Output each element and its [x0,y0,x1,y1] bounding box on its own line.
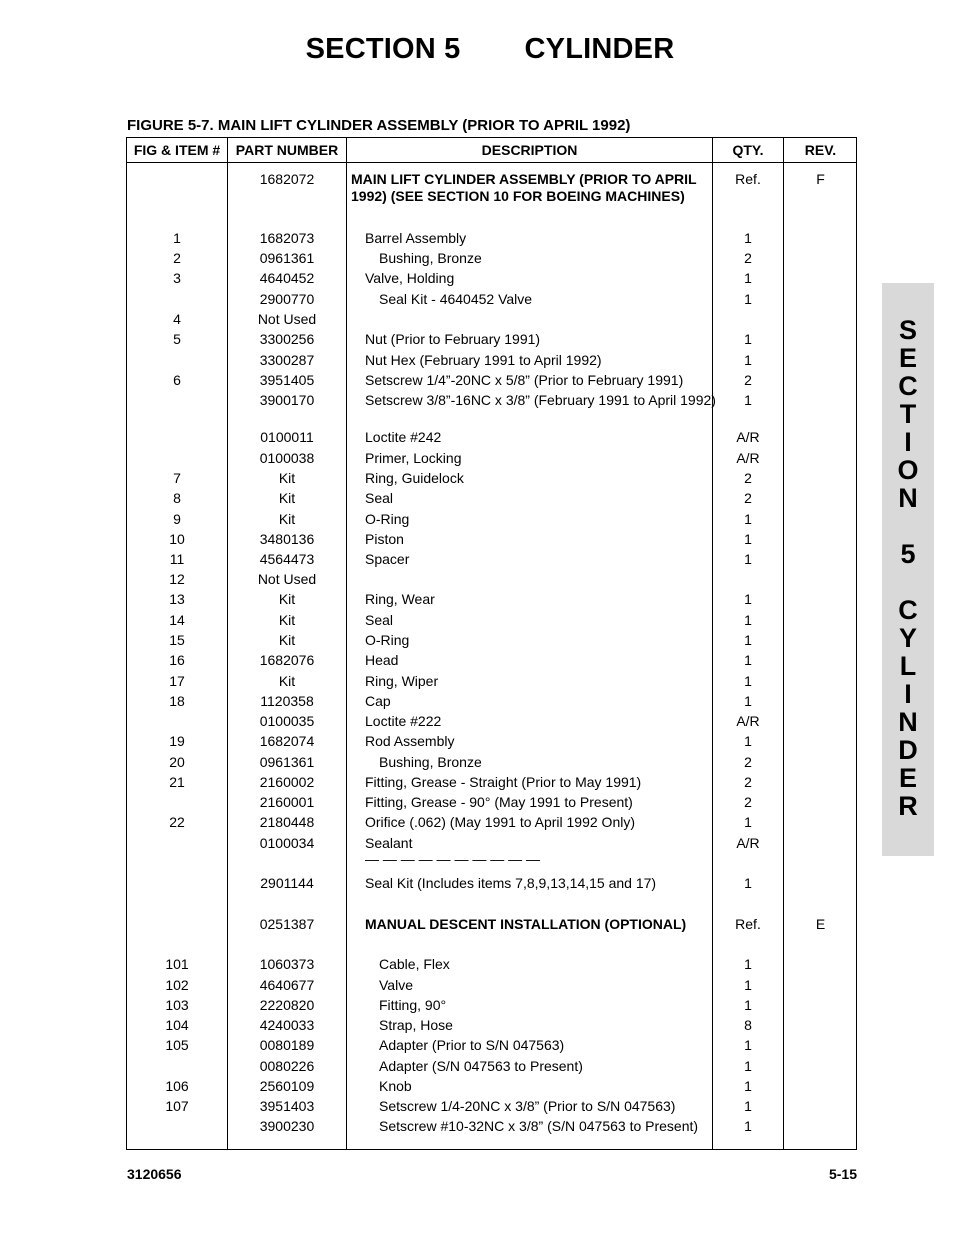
cell-part-number: Kit [278,470,296,486]
cell-part-number: Kit [278,632,296,648]
cell-part-number: 2180448 [259,814,315,830]
table-row [127,977,856,997]
table-row [127,814,856,834]
cell-fig: 11 [169,551,185,567]
cell-description: Spacer [365,551,410,567]
table-row [127,632,856,652]
cell-description: Seal Kit - 4640452 Valve [379,291,533,307]
table-row [127,774,856,794]
section-title: CYLINDER [524,33,675,65]
cell-part-number: 0100034 [259,835,315,851]
cell-qty: 1 [744,632,752,648]
cell-description: Strap, Hose [379,1017,453,1033]
cell-qty: 1 [744,1098,752,1114]
section-side-tab [882,283,934,856]
column-header-qty: QTY. [732,142,764,158]
table-row [127,531,856,551]
table-row [127,612,856,632]
table-row [127,490,856,510]
cell-fig: 106 [165,1078,189,1094]
cell-fig: 8 [173,490,181,506]
cell-part-number: 3900230 [259,1118,315,1134]
cell-description: Fitting, Grease - Straight (Prior to May 1991) [365,774,642,790]
cell-qty: Ref. [735,171,761,187]
cell-rev: E [815,916,826,932]
table-row [127,352,856,372]
cell-fig: 12 [169,571,185,587]
cell-part-number: 2160002 [259,774,315,790]
cell-fig: 17 [169,673,185,689]
table-row [127,851,856,871]
table-row [127,571,856,591]
cell-part-number: 0100038 [259,450,315,466]
cell-qty: 2 [744,470,752,486]
cell-fig: 16 [169,652,185,668]
cell-part-number: 1682074 [259,733,315,749]
table-row [127,311,856,331]
cell-description: Seal Kit (Includes items 7,8,9,13,14,15 and 17) [365,875,657,891]
cell-qty: A/R [736,835,760,851]
cell-qty: 1 [744,875,752,891]
cell-description: Fitting, Grease - 90° (May 1991 to Present) [365,794,633,810]
cell-description: Barrel Assembly [365,230,467,246]
cell-description: MAIN LIFT CYLINDER ASSEMBLY (PRIOR TO APRIL 1992) (SEE SECTION 10 FOR BOEING MACHINES) [351,171,697,204]
cell-description: Loctite #242 [365,429,442,445]
table-row [127,956,856,976]
cell-description: Valve, Holding [365,270,455,286]
cell-fig: 2 [173,250,181,266]
cell-fig: 103 [165,997,189,1013]
cell-fig: 14 [169,612,185,628]
cell-qty: 1 [744,956,752,972]
cell-qty: 1 [744,814,752,830]
table-row [127,250,856,270]
cell-qty: 1 [744,1078,752,1094]
cell-description: Nut Hex (February 1991 to April 1992) [365,352,602,368]
cell-qty: 2 [744,754,752,770]
cell-qty: 1 [744,291,752,307]
cell-fig: 20 [169,754,185,770]
cell-part-number: Not Used [257,311,317,327]
cell-qty: 1 [744,693,752,709]
cell-qty: 2 [744,794,752,810]
table-row [127,551,856,571]
cell-description: Valve [379,977,413,993]
cell-description: Setscrew #10-32NC x 3/8” (S/N 047563 to Present) [379,1118,699,1134]
cell-part-number: 4240033 [259,1017,315,1033]
cell-part-number: 1060373 [259,956,315,972]
cell-qty: 1 [744,352,752,368]
cell-fig: 7 [173,470,181,486]
cell-fig: 18 [169,693,185,709]
cell-qty: 1 [744,1118,752,1134]
cell-part-number: 0961361 [259,250,315,266]
table-row [127,511,856,531]
table-row [127,392,856,430]
cell-part-number: 2220820 [259,997,315,1013]
cell-part-number: 3900170 [259,392,315,408]
cell-description: Ring, Wear [365,591,435,607]
column-header-fig: FIG & ITEM # [133,142,221,158]
cell-fig: 13 [169,591,185,607]
parts-table [126,137,857,1150]
cell-qty: 1 [744,591,752,607]
cell-qty: 2 [744,774,752,790]
cell-fig: 5 [173,331,181,347]
header-divider [127,162,856,163]
cell-qty: 2 [744,250,752,266]
cell-part-number: 3951403 [259,1098,315,1114]
cell-fig: 102 [165,977,189,993]
cell-part-number: 3300287 [259,352,315,368]
cell-part-number: 3300256 [259,331,315,347]
table-row [127,652,856,672]
cell-part-number: Kit [278,490,296,506]
cell-part-number: 4564473 [259,551,315,567]
cell-qty: A/R [736,713,760,729]
cell-part-number: Kit [278,612,296,628]
table-row [127,875,856,913]
cell-part-number: 4640677 [259,977,315,993]
cell-qty: A/R [736,450,760,466]
cell-fig: 104 [165,1017,189,1033]
table-row [127,450,856,470]
cell-description: Piston [365,531,404,547]
cell-qty: 1 [744,511,752,527]
cell-description: Adapter (S/N 047563 to Present) [379,1058,583,1074]
cell-fig: 3 [173,270,181,286]
table-row [127,713,856,733]
cell-qty: 1 [744,612,752,628]
cell-qty: 1 [744,1058,752,1074]
table-row [127,470,856,490]
document-number: 3120656 [127,1166,182,1182]
cell-qty: 8 [744,1017,752,1033]
cell-part-number: Not Used [257,571,317,587]
cell-description: Cable, Flex [379,956,450,972]
cell-part-number: 1682076 [259,652,315,668]
cell-fig: 9 [173,511,181,527]
cell-qty: Ref. [735,916,761,932]
cell-part-number: 3951405 [259,372,315,388]
table-row [127,331,856,351]
cell-qty: 1 [744,1037,752,1053]
cell-description: O-Ring [365,632,410,648]
cell-description: Adapter (Prior to S/N 047563) [379,1037,565,1053]
table-row [127,673,856,693]
cell-description: Rod Assembly [365,733,455,749]
side-tab-label: S E C T I O N 5 C Y L I N D E R [897,315,919,821]
column-header-part-number: PART NUMBER [235,142,339,158]
table-row [127,754,856,774]
cell-fig: 1 [173,230,181,246]
cell-fig: 21 [169,774,185,790]
cell-qty: 1 [744,652,752,668]
cell-description: MANUAL DESCENT INSTALLATION (OPTIONAL) [365,916,687,932]
cell-qty: 1 [744,230,752,246]
column-header-rev: REV. [804,142,837,158]
cell-description: Setscrew 1/4-20NC x 3/8” (Prior to S/N 047563) [379,1098,676,1114]
cell-qty: 1 [744,331,752,347]
table-row [127,794,856,814]
cell-part-number: 1682073 [259,230,315,246]
cell-description: Fitting, 90° [379,997,447,1013]
table-row [127,429,856,449]
section-number: SECTION 5 [305,33,461,65]
cell-part-number: 0080189 [259,1037,315,1053]
cell-description: Setscrew 1/4”-20NC x 5/8” (Prior to February 1991) [365,372,684,388]
cell-fig: 105 [165,1037,189,1053]
table-row [127,171,856,209]
cell-fig: 4 [173,311,181,327]
cell-fig: 101 [165,956,189,972]
cell-part-number: Kit [278,591,296,607]
cell-qty: A/R [736,429,760,445]
cell-part-number: 1120358 [260,693,314,709]
cell-qty: 1 [744,551,752,567]
cell-qty: 1 [744,531,752,547]
table-row [127,270,856,290]
cell-part-number: 4640452 [259,270,315,286]
cell-qty: 1 [744,997,752,1013]
cell-description: Seal [365,612,394,628]
table-row [127,230,856,250]
cell-fig: 19 [169,733,185,749]
cell-rev: F [816,171,825,187]
cell-part-number: 0961361 [259,754,315,770]
cell-qty: 1 [744,673,752,689]
table-row [127,916,856,936]
table-row [127,733,856,753]
cell-qty: 1 [744,977,752,993]
cell-part-number: 2901144 [260,875,314,891]
cell-description: Sealant [365,835,413,851]
cell-fig: 6 [173,372,181,388]
cell-part-number: 0100011 [260,429,314,445]
cell-qty: 2 [744,372,752,388]
cell-part-number: 3480136 [259,531,315,547]
cell-fig: 107 [165,1098,189,1114]
cell-description: Head [365,652,399,668]
table-row [127,291,856,311]
cell-fig: 10 [169,531,185,547]
cell-description: Cap [365,693,391,709]
table-row [127,997,856,1017]
table-row [127,1058,856,1078]
cell-part-number: 2560109 [259,1078,315,1094]
cell-part-number: 1682072 [259,171,315,187]
cell-description: Ring, Wiper [365,673,439,689]
cell-part-number: 2900770 [259,291,315,307]
table-row [127,693,856,713]
column-header-description: DESCRIPTION [481,142,578,158]
cell-qty: 2 [744,490,752,506]
section-header [0,33,954,66]
cell-qty: 1 [744,392,752,408]
cell-part-number: Kit [278,673,296,689]
table-row [127,1017,856,1037]
cell-description: Seal [365,490,394,506]
table-row [127,591,856,611]
cell-description: Primer, Locking [365,450,462,466]
cell-description: Nut (Prior to February 1991) [365,331,541,347]
cell-part-number: 0100035 [259,713,315,729]
cell-description: Loctite #222 [365,713,442,729]
table-row [127,1118,856,1156]
cell-part-number: 0251387 [259,916,315,932]
cell-description: Bushing, Bronze [379,754,482,770]
cell-description: Orifice (.062) (May 1991 to April 1992 Only) [365,814,636,830]
cell-part-number: Kit [278,511,296,527]
table-row [127,1037,856,1057]
table-row [127,1098,856,1118]
cell-description: Bushing, Bronze [379,250,482,266]
cell-part-number: 2160001 [259,794,315,810]
cell-description: Ring, Guidelock [365,470,464,486]
cell-fig: 22 [169,814,185,830]
page-number: 5-15 [828,1166,857,1182]
figure-title: FIGURE 5-7. MAIN LIFT CYLINDER ASSEMBLY (PRIOR TO APRIL 1992) [127,117,631,134]
cell-description: — — — — — — — — — — [365,851,541,867]
cell-description: O-Ring [365,511,410,527]
cell-part-number: 0080226 [259,1058,315,1074]
cell-qty: 1 [744,270,752,286]
cell-description: Setscrew 3/8”-16NC x 3/8” (February 1991 to April 1992) [365,392,716,408]
cell-fig: 15 [169,632,185,648]
cell-qty: 1 [744,733,752,749]
table-row [127,1078,856,1098]
cell-description: Knob [379,1078,412,1094]
